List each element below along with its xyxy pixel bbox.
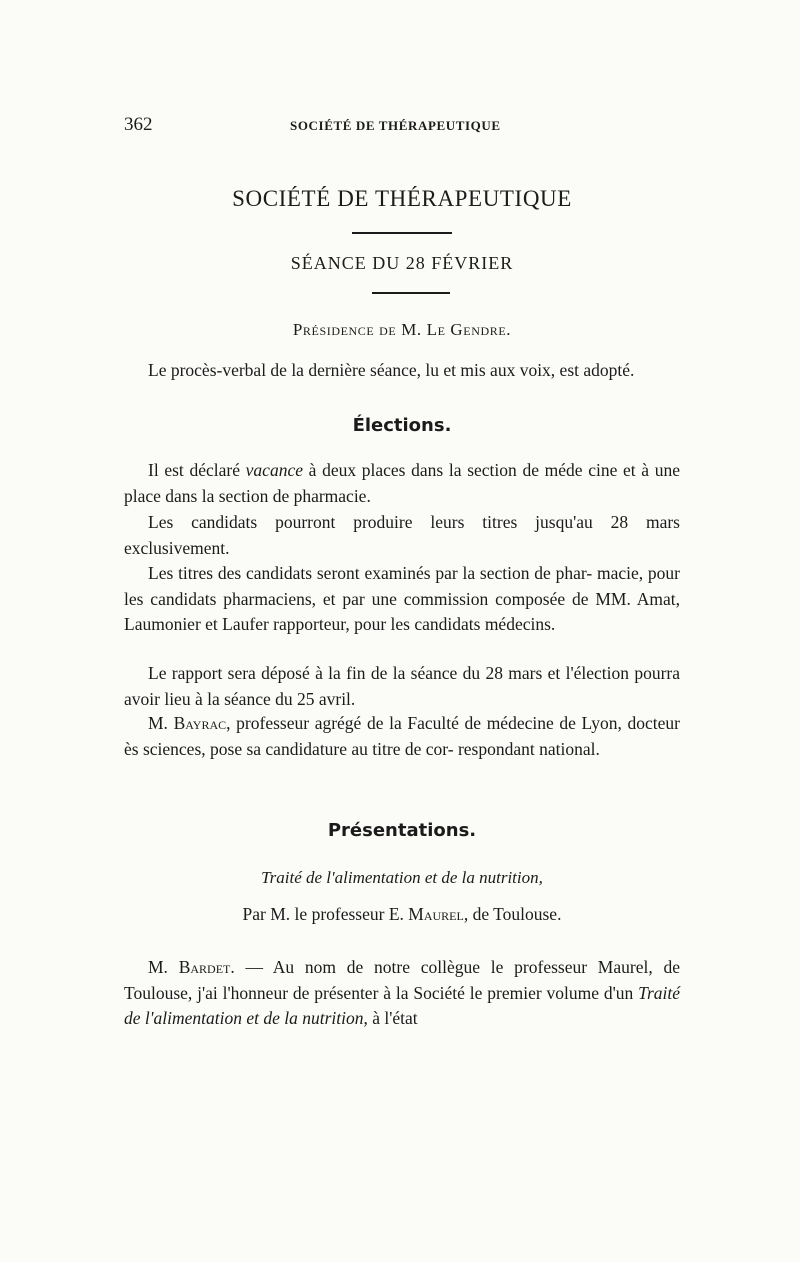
divider-rule	[352, 232, 452, 234]
elections-paragraph-1	[124, 458, 680, 509]
elections-paragraph-5	[124, 711, 680, 762]
text-run: , à l'état	[363, 1008, 418, 1028]
elections-paragraph-3: Les titres des candidats seront examinés par la section de phar- macie, pour les candidats pharmaciens, et par une commission composée de MM. Amat, Laumonier et Laufer rapporteur, pour les candidats médecins.	[124, 563, 680, 634]
book-title: Traité de l'alimentation et de la nutrition,	[261, 868, 543, 887]
session-date: SÉANCE DU 28 FÉVRIER	[290, 253, 514, 273]
person-name: M. Bardet	[148, 957, 231, 977]
author-line	[124, 904, 680, 925]
text-run: , de Toulouse.	[463, 904, 562, 924]
text-run: à deux places dans la section de méde cine et à une place dans la section de pharmacie.	[124, 460, 681, 506]
elections-paragraph-4: Le rapport sera déposé à la fin de la séance du 28 mars et l'élection pourra avoir lieu à la séance du 25 avril.	[124, 663, 680, 709]
running-title: SOCIÉTÉ DE THÉRAPEUTIQUE	[290, 118, 501, 133]
president-name: Le Gendre.	[426, 320, 512, 339]
person-name: M. Bayrac	[148, 713, 227, 733]
presidency-label: Présidence de M.	[292, 320, 422, 339]
text-run: Il est déclaré	[148, 460, 246, 480]
intro-paragraph: Le procès-verbal de la dernière séance, lu et mis aux voix, est adopté.	[148, 360, 635, 380]
page-title: SOCIÉTÉ DE THÉRAPEUTIQUE	[232, 186, 572, 211]
presentations-heading: Présentations.	[327, 820, 477, 841]
running-header	[124, 114, 680, 138]
elections-heading: Élections.	[352, 415, 452, 436]
presentations-paragraph-1	[124, 955, 680, 1032]
presidency-line	[124, 320, 680, 340]
text-run: . — Au nom de notre collègue le professeur Maurel, de Toulouse, j'ai l'honneur de présenter à la Société le premier volume d'un	[124, 957, 680, 1003]
text-run: Par M. le professeur E.	[242, 904, 404, 924]
italic-run: vacance	[245, 460, 303, 480]
elections-paragraph-2: Les candidats pourront produire leurs titres jusqu'au 28 mars exclusivement.	[124, 512, 680, 558]
page-number: 362	[124, 114, 153, 135]
divider-rule	[372, 292, 450, 294]
italic-run: Traité de l'alimentation et de la nutrition	[124, 982, 680, 1028]
author-name: Maurel	[408, 904, 464, 924]
text-run: , professeur agrégé de la Faculté de médecine de Lyon, docteur ès sciences, pose sa candidature au titre de cor- respondant national.	[124, 713, 680, 759]
